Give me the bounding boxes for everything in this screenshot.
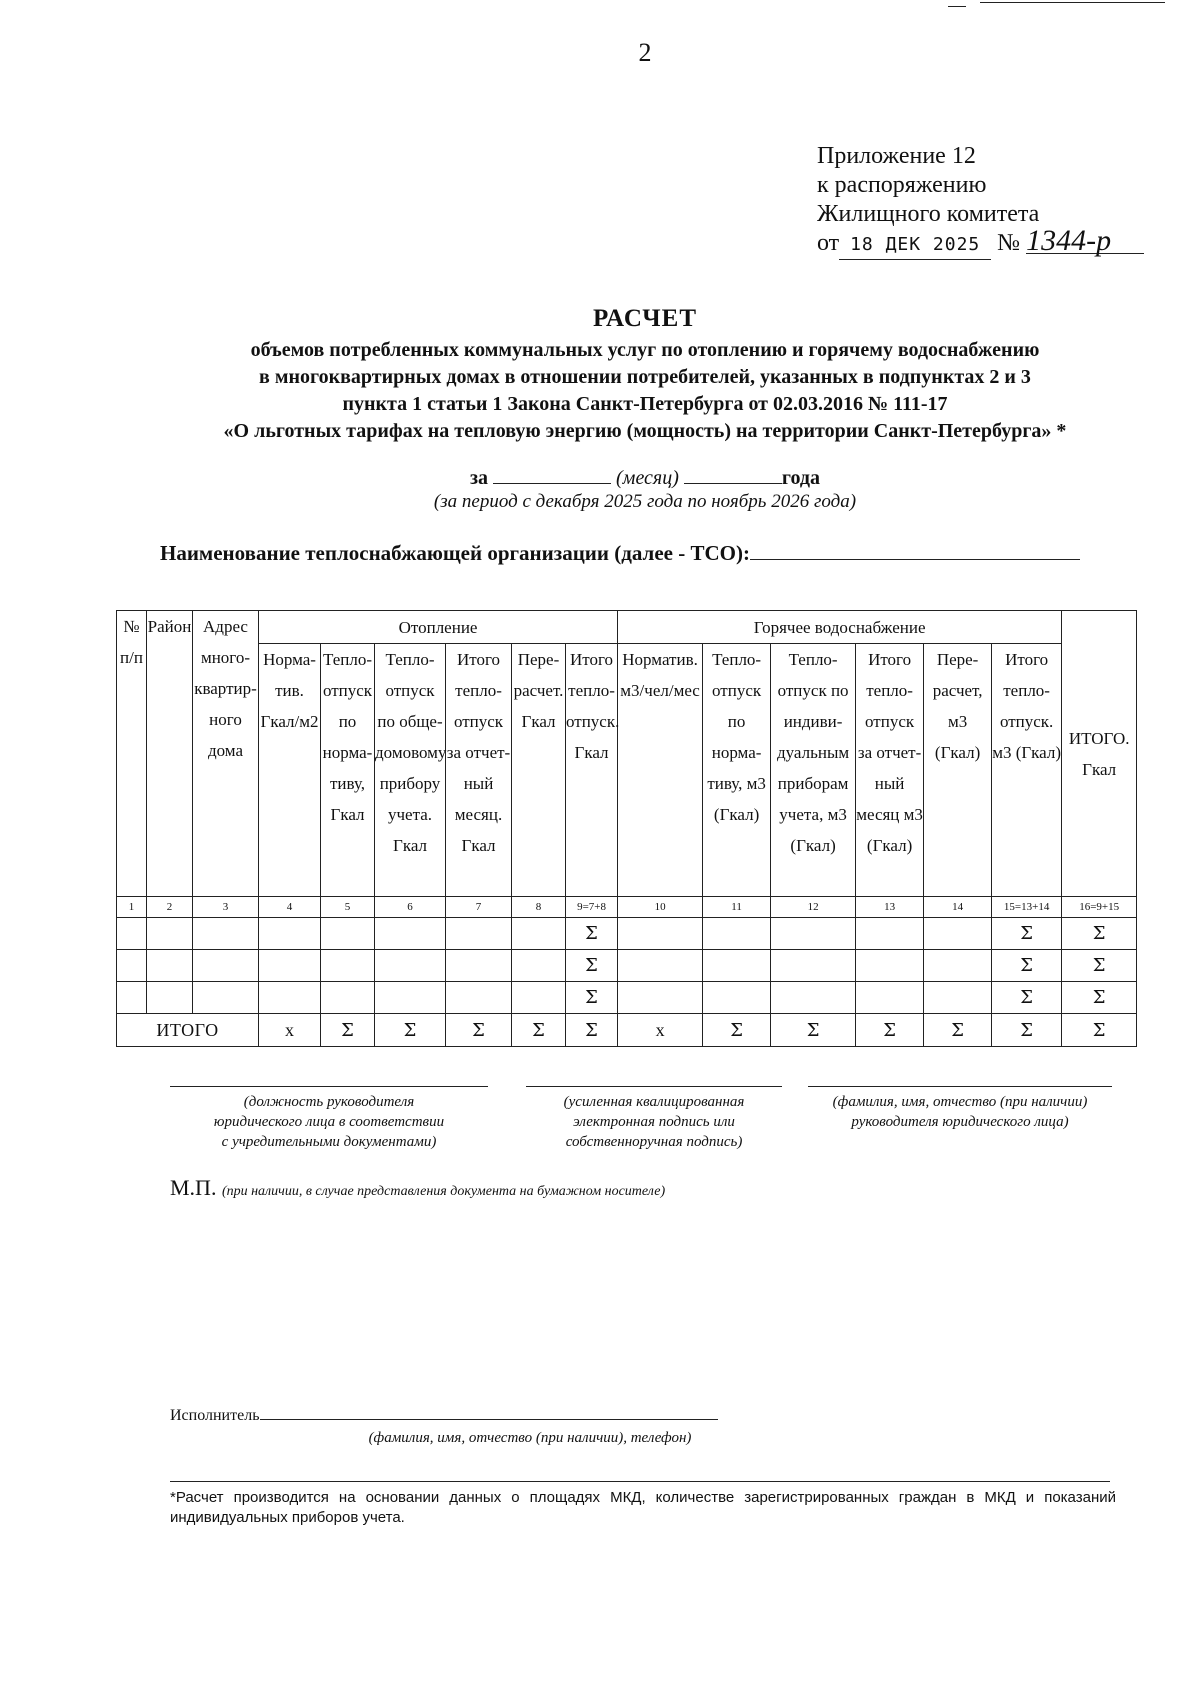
cell xyxy=(771,982,856,1014)
header-grand-total: ИТОГО. Гкал xyxy=(1062,611,1137,897)
header-water-total: Итого тепло-отпуск. м3 (Гкал) xyxy=(992,644,1062,897)
cell xyxy=(618,982,703,1014)
cell xyxy=(147,982,193,1014)
sum-cell: Σ xyxy=(566,950,618,982)
total-cell: Σ xyxy=(375,1014,446,1047)
cell xyxy=(193,918,259,950)
cell xyxy=(512,918,566,950)
cell xyxy=(703,950,771,982)
cell xyxy=(856,918,924,950)
executor-label: Исполнитель xyxy=(170,1407,260,1424)
col-number: 15=13+14 xyxy=(992,897,1062,918)
cell xyxy=(703,918,771,950)
sum-cell: Σ xyxy=(566,982,618,1014)
total-cell: Σ xyxy=(703,1014,771,1047)
cell xyxy=(375,918,446,950)
header-heating-month-total: Итого тепло-отпуск за отчет-ный месяц. Гкал xyxy=(446,644,512,897)
header-water-ind-meter: Тепло-отпуск по индиви-дуальным приборам учета, м3 (Гкал) xyxy=(771,644,856,897)
header-row-groups xyxy=(117,611,1137,644)
header-address: Адрес много-квартир-ного дома xyxy=(193,611,259,897)
appendix-block xyxy=(817,142,1144,260)
top-rule xyxy=(980,2,1165,3)
executor-blank xyxy=(260,1405,718,1420)
total-cell: Σ xyxy=(512,1014,566,1047)
year-blank xyxy=(684,465,782,484)
caption-line: (фамилия, имя, отчество (при наличии) xyxy=(832,1094,1088,1110)
caption-line: руководителя юридического лица) xyxy=(851,1114,1069,1130)
sum-cell: Σ xyxy=(1062,918,1137,950)
total-row xyxy=(117,1014,1137,1047)
period-line xyxy=(0,465,1200,490)
col-number: 6 xyxy=(375,897,446,918)
header-num: № п/п xyxy=(117,611,147,897)
calculation-table xyxy=(116,610,1137,1047)
tso-blank xyxy=(750,541,1080,560)
stamp-line xyxy=(170,1175,665,1201)
period-month: (месяц) xyxy=(616,467,679,489)
header-water-norm: Норматив. м3/чел/мес xyxy=(618,644,703,897)
cell xyxy=(618,950,703,982)
cell xyxy=(321,982,375,1014)
stamp-label: М.П. xyxy=(170,1175,217,1200)
order-number: 1344-р xyxy=(1026,229,1144,254)
total-label: ИТОГО xyxy=(117,1014,259,1047)
caption-line: с учредительными документами) xyxy=(221,1134,437,1150)
cell xyxy=(259,982,321,1014)
cell xyxy=(446,918,512,950)
col-number: 12 xyxy=(771,897,856,918)
appendix-line-1: Приложение 12 xyxy=(817,143,976,169)
date-stamp: 18 ДЕК 2025 xyxy=(839,230,991,260)
cell xyxy=(117,982,147,1014)
tso-label: Наименование теплоснабжающей организации (далее - ТСО): xyxy=(160,541,750,565)
total-cell: Σ xyxy=(1062,1014,1137,1047)
cell xyxy=(193,982,259,1014)
caption-line: электронная подпись или xyxy=(573,1114,735,1130)
footnote-rule xyxy=(170,1481,1110,1482)
cell xyxy=(856,982,924,1014)
cell xyxy=(512,982,566,1014)
cell xyxy=(924,982,992,1014)
header-water-month-total: Итого тепло-отпуск за отчет-ный месяц м3 (Гкал) xyxy=(856,644,924,897)
cell xyxy=(446,950,512,982)
header-hot-water-group: Горячее водоснабжение xyxy=(618,611,1062,644)
cell xyxy=(703,982,771,1014)
header-heating-common-meter: Тепло-отпуск по обще-домовому прибору учета. Гкал xyxy=(375,644,446,897)
col-number: 5 xyxy=(321,897,375,918)
sum-cell: Σ xyxy=(1062,950,1137,982)
cell xyxy=(924,950,992,982)
executor-line xyxy=(170,1405,718,1425)
total-cell: Σ xyxy=(992,1014,1062,1047)
cell xyxy=(321,918,375,950)
executor-caption: (фамилия, имя, отчество (при наличии), телефон) xyxy=(368,1430,692,1446)
cell xyxy=(771,950,856,982)
cell xyxy=(375,982,446,1014)
position-caption xyxy=(170,1092,488,1152)
col-number: 16=9+15 xyxy=(1062,897,1137,918)
col-number: 8 xyxy=(512,897,566,918)
col-number: 3 xyxy=(193,897,259,918)
header-district: Район xyxy=(147,611,193,897)
header-heating-total: Итого тепло-отпуск. Гкал xyxy=(566,644,618,897)
col-number: 7 xyxy=(446,897,512,918)
document-title xyxy=(120,305,1170,445)
header-row-columns xyxy=(117,644,1137,897)
col-number: 1 xyxy=(117,897,147,918)
appendix-line-2: к распоряжению xyxy=(817,172,987,198)
caption-line: (должность руководителя xyxy=(243,1094,415,1110)
table-row xyxy=(117,950,1137,982)
cell xyxy=(259,950,321,982)
header-heating-norm-supply: Тепло-отпуск по норма-тиву, Гкал xyxy=(321,644,375,897)
cell xyxy=(771,918,856,950)
footnote: *Расчет производится на основании данных о площадях МКД, количестве зарегистрированных граждан в МКД и показаний индивидуальных приборов учета. xyxy=(170,1489,1116,1526)
signature-line-name xyxy=(808,1086,1112,1087)
total-cell: Σ xyxy=(446,1014,512,1047)
signature-caption xyxy=(518,1092,790,1152)
period-year: года xyxy=(781,467,821,489)
caption-line: собственноручная подпись) xyxy=(565,1134,743,1150)
sum-cell: Σ xyxy=(1062,982,1137,1014)
cell xyxy=(117,918,147,950)
total-cell: Σ xyxy=(771,1014,856,1047)
caption-line: юридического лица в соответствии xyxy=(213,1114,445,1130)
total-cell: х xyxy=(618,1014,703,1047)
title-line-4: «О льготных тарифах на тепловую энергию (мощность) на территории Санкт-Петербурга» * xyxy=(223,420,1067,442)
header-heating-group: Отопление xyxy=(259,611,618,644)
title-line-2: в многоквартирных домах в отношении потребителей, указанных в подпунктах 2 и 3 xyxy=(259,366,1031,388)
col-number: 11 xyxy=(703,897,771,918)
top-dash-mark xyxy=(948,6,966,7)
cell xyxy=(117,950,147,982)
date-prefix: от xyxy=(817,230,840,256)
cell xyxy=(856,950,924,982)
total-cell: Σ xyxy=(321,1014,375,1047)
signature-line-position xyxy=(170,1086,488,1087)
title-main: РАСЧЕТ xyxy=(592,305,697,332)
cell xyxy=(147,918,193,950)
cell xyxy=(512,950,566,982)
col-number: 4 xyxy=(259,897,321,918)
tso-line xyxy=(160,541,1080,566)
total-cell: Σ xyxy=(566,1014,618,1047)
total-cell: Σ xyxy=(924,1014,992,1047)
title-line-1: объемов потребленных коммунальных услуг по отоплению и горячему водоснабжению xyxy=(250,339,1040,361)
period-range: (за период с декабря 2025 года по ноябрь 2026 года) xyxy=(433,491,857,512)
cell xyxy=(321,950,375,982)
page-number: 2 xyxy=(638,38,652,67)
table-row xyxy=(117,918,1137,950)
cell xyxy=(193,950,259,982)
signature-line-signature xyxy=(526,1086,782,1087)
col-number: 9=7+8 xyxy=(566,897,618,918)
col-number: 13 xyxy=(856,897,924,918)
stamp-note: (при наличии, в случае представления документа на бумажном носителе) xyxy=(221,1184,666,1199)
header-water-norm-supply: Тепло-отпуск по норма-тиву, м3 (Гкал) xyxy=(703,644,771,897)
cell xyxy=(924,918,992,950)
header-heating-norm: Норма-тив. Гкал/м2 xyxy=(259,644,321,897)
title-line-3: пункта 1 статьи 1 Закона Санкт-Петербурга от 02.03.2016 № 111-17 xyxy=(342,393,948,415)
sum-cell: Σ xyxy=(566,918,618,950)
period-prefix: за xyxy=(469,467,489,489)
cell xyxy=(375,950,446,982)
col-number: 14 xyxy=(924,897,992,918)
cell xyxy=(446,982,512,1014)
col-number: 2 xyxy=(147,897,193,918)
cell xyxy=(147,950,193,982)
appendix-line-3: Жилищного комитета xyxy=(817,201,1040,227)
month-blank xyxy=(493,465,611,484)
number-prefix: № xyxy=(997,230,1021,256)
cell xyxy=(618,918,703,950)
sum-cell: Σ xyxy=(992,982,1062,1014)
total-cell: Σ xyxy=(856,1014,924,1047)
column-numbers-row xyxy=(117,897,1137,918)
name-caption xyxy=(800,1092,1120,1132)
table-row xyxy=(117,982,1137,1014)
col-number: 10 xyxy=(618,897,703,918)
header-heating-recalc: Пере-расчет. Гкал xyxy=(512,644,566,897)
sum-cell: Σ xyxy=(992,918,1062,950)
appendix-date-row xyxy=(817,224,1144,260)
cell xyxy=(259,918,321,950)
sum-cell: Σ xyxy=(992,950,1062,982)
caption-line: (усиленная квалицированная xyxy=(563,1094,745,1110)
header-water-recalc: Пере-расчет, м3 (Гкал) xyxy=(924,644,992,897)
total-cell: х xyxy=(259,1014,321,1047)
